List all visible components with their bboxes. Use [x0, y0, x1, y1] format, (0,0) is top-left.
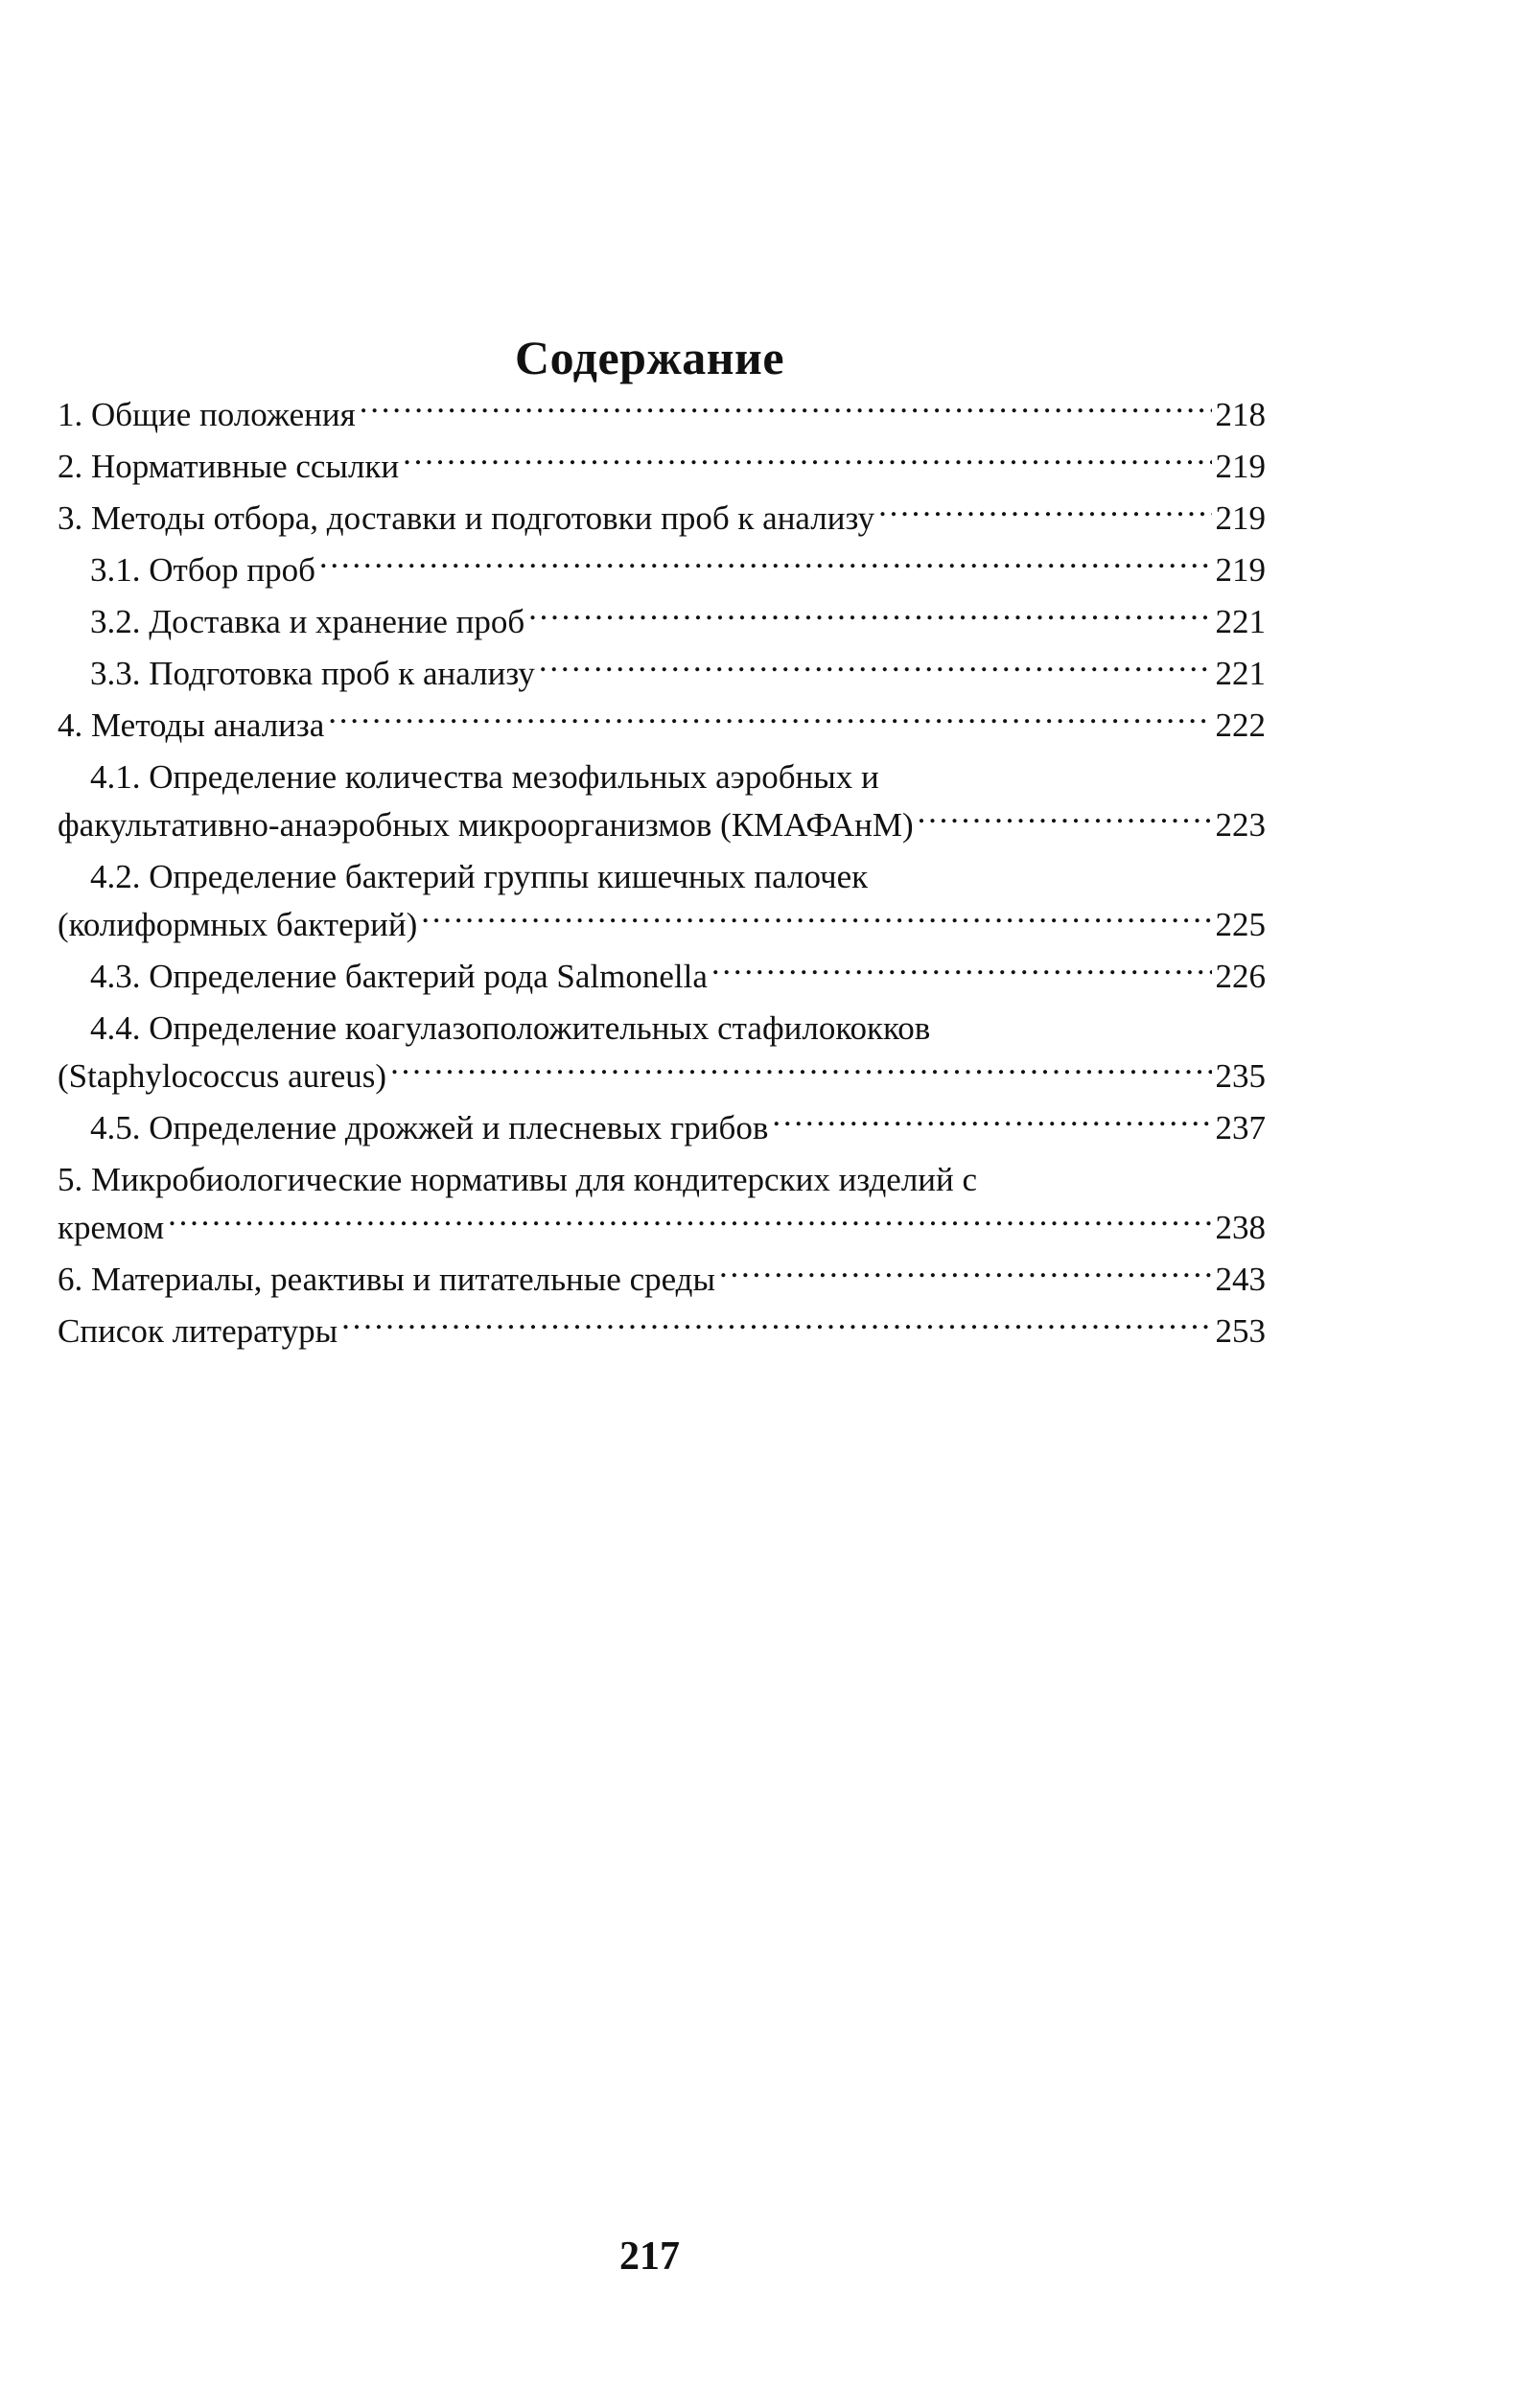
- page-title: Содержание: [514, 331, 785, 384]
- toc-page-number: 219: [1215, 551, 1266, 589]
- toc-entry-3[interactable]: [58, 495, 1266, 543]
- toc-dot-leader: [421, 902, 1211, 936]
- toc-entry-text: 3. Методы отбора, доставки и подготовки проб к анализу: [58, 499, 875, 537]
- toc-page-number: 221: [1215, 603, 1266, 640]
- toc-dot-leader: [390, 1054, 1211, 1087]
- toc-entry-text: кремом: [58, 1209, 165, 1246]
- page-number: 217: [619, 2234, 680, 2279]
- toc-dot-leader: [719, 1257, 1211, 1290]
- toc-entry-4-3[interactable]: [58, 953, 1266, 1001]
- toc-entry-text: (колиформных бактерий): [58, 906, 418, 943]
- toc-entry-1[interactable]: [58, 391, 1266, 439]
- toc-dot-leader: [328, 703, 1211, 736]
- toc-entry-4[interactable]: [58, 702, 1266, 750]
- toc-page-number: 222: [1215, 706, 1266, 744]
- toc-entry-text: 4.5. Определение дрожжей и плесневых грибов: [90, 1109, 769, 1146]
- toc-entry-6[interactable]: [58, 1256, 1266, 1304]
- toc-dot-leader: [403, 444, 1211, 477]
- table-of-contents: [58, 391, 1266, 1359]
- toc-dot-leader: [168, 1205, 1211, 1239]
- toc-entry-4-1[interactable]: [58, 753, 1266, 849]
- toc-page-number: 237: [1215, 1109, 1266, 1146]
- toc-entry-text: 4.3. Определение бактерий рода Salmonella: [90, 958, 708, 995]
- toc-entry-first-line: 4.4. Определение коагулазоположительных стафилококков: [90, 1009, 931, 1047]
- toc-entry-4-5[interactable]: [58, 1104, 1266, 1152]
- toc-dot-leader: [319, 547, 1212, 581]
- toc-entry-3-2[interactable]: [58, 598, 1266, 646]
- toc-page-number: 226: [1215, 958, 1266, 995]
- toc-dot-leader: [711, 954, 1212, 987]
- toc-page-number: 223: [1215, 806, 1266, 844]
- toc-entry-text: (Staphylococcus aureus): [58, 1057, 387, 1095]
- toc-entry-4-4[interactable]: [58, 1005, 1266, 1100]
- toc-entry-text: факультативно-анаэробных микроорганизмов (КМАФАнМ): [58, 806, 914, 844]
- toc-entry-2[interactable]: [58, 443, 1266, 491]
- toc-page-number: 243: [1215, 1261, 1266, 1298]
- toc-entry-text: 4. Методы анализа: [58, 706, 325, 744]
- toc-entry-4-2[interactable]: [58, 853, 1266, 949]
- toc-dot-leader: [878, 496, 1211, 529]
- toc-page-number: 218: [1215, 396, 1266, 433]
- toc-page-number: 219: [1215, 448, 1266, 485]
- toc-dot-leader: [341, 1308, 1211, 1342]
- toc-entry-first-line: 4.2. Определение бактерий группы кишечных палочек: [90, 858, 869, 895]
- toc-entry-text: Список литературы: [58, 1312, 338, 1350]
- toc-entry-first-line: 5. Микробиологические нормативы для кондитерских изделий с: [58, 1161, 978, 1198]
- toc-page-number: 219: [1215, 499, 1266, 537]
- toc-entry-3-3[interactable]: [58, 650, 1266, 698]
- toc-dot-leader: [360, 392, 1212, 426]
- toc-dot-leader: [918, 802, 1212, 836]
- toc-entry-text: 3.2. Доставка и хранение проб: [90, 603, 525, 640]
- toc-entry-text: 6. Материалы, реактивы и питательные среды: [58, 1261, 716, 1298]
- toc-entry-text: 1. Общие положения: [58, 396, 356, 433]
- toc-dot-leader: [539, 651, 1212, 684]
- toc-page-number: 253: [1215, 1312, 1266, 1350]
- toc-entry-5[interactable]: [58, 1156, 1266, 1252]
- toc-entry-text: 2. Нормативные ссылки: [58, 448, 400, 485]
- toc-dot-leader: [528, 599, 1211, 633]
- toc-page-number: 235: [1215, 1057, 1266, 1095]
- toc-entry-references[interactable]: [58, 1308, 1266, 1355]
- toc-entry-text: 3.3. Подготовка проб к анализу: [90, 655, 535, 692]
- toc-page-number: 225: [1215, 906, 1266, 943]
- toc-page-number: 221: [1215, 655, 1266, 692]
- toc-entry-3-1[interactable]: [58, 546, 1266, 594]
- toc-entry-text: 3.1. Отбор проб: [90, 551, 315, 589]
- toc-page-number: 238: [1215, 1209, 1266, 1246]
- toc-dot-leader: [772, 1105, 1211, 1139]
- toc-entry-first-line: 4.1. Определение количества мезофильных аэробных и: [90, 758, 879, 796]
